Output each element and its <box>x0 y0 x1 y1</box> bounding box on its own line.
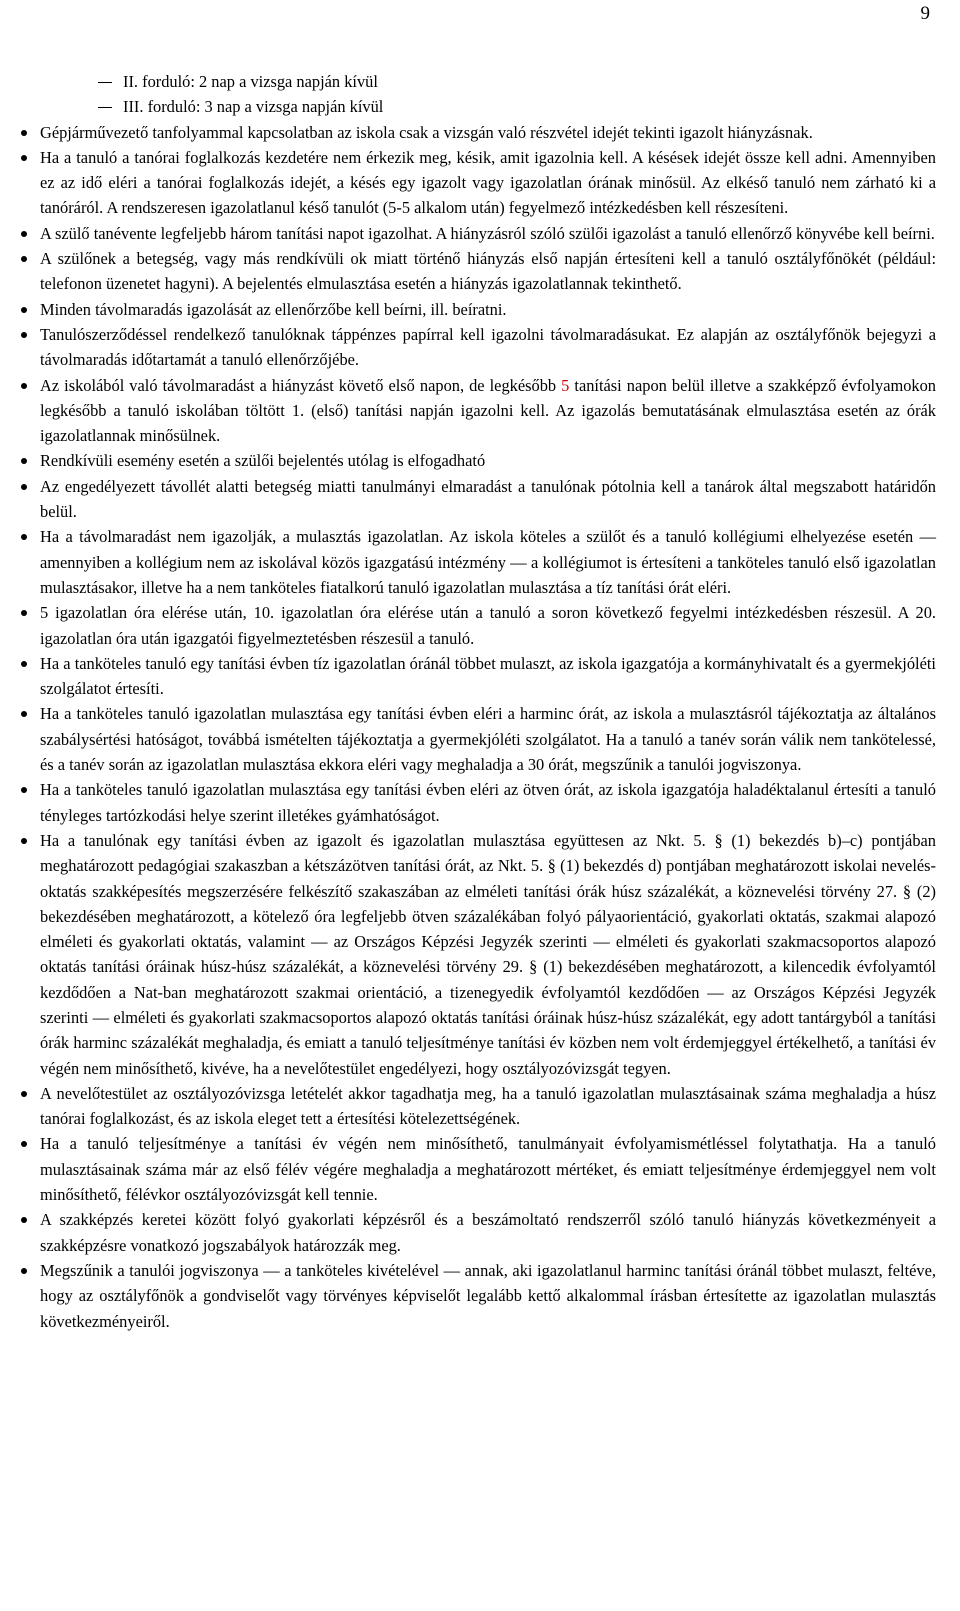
bullet-icon <box>21 661 27 667</box>
bullet-item <box>40 322 936 373</box>
bullet-item <box>40 1258 936 1334</box>
bullet-item <box>40 145 936 221</box>
bullet-text: Tanulószerződéssel rendelkező tanulóknak táppénzes papírral kell igazolni távolmaradásukat. Ez alapján az osztályfőnök bejegyzi a távolmaradás időtartamát a tanuló ellenőrzőjébe. <box>40 324 936 370</box>
bullet-item <box>40 474 936 525</box>
dash-list-item <box>40 94 936 119</box>
bullet-text: A nevelőtestület az osztályozóvizsga letételét akkor tagadhatja meg, ha a tanuló igazolatlan mulasztásainak száma meghaladja a húsz tanórai foglalkozást, és az iskola eleget tett a értesítési kötelezettségének. <box>40 1083 936 1129</box>
dash-icon <box>98 107 112 108</box>
bullet-item <box>40 828 936 1081</box>
bullet-item <box>40 524 936 600</box>
bullet-icon <box>21 458 27 464</box>
bullet-text: A szakképzés keretei között folyó gyakorlati képzésről és a beszámoltató rendszerről szóló tanuló hiányzás következményeit a szakképzésre vonatkozó jogszabályok határozzák meg. <box>40 1210 936 1255</box>
page-number: 9 <box>920 3 930 24</box>
dash-icon <box>98 82 112 83</box>
bullet-text: Ha a tanuló a tanórai foglalkozás kezdetére nem érkezik meg, késik, amit igazolnia kell. A késések idejét össze kell adni. Amennyiben ez az idő eléri a tanórai foglalkozás idejét, a késés egy igazolt vagy igazolatlan órának minősül. Az elkéső tanuló nem zárható ki a tanóráról. A rendszeresen igazolatlanul késő tanulót (5-5 alkalom után) fegyelmező intézkedésben kell részesíteni. <box>40 147 936 218</box>
bullet-item <box>40 297 936 322</box>
bullet-text: 5 igazolatlan óra elérése után, 10. igazolatlan óra elérése után a tanuló a soron következő fegyelmi intézkedésben részesül. A 20. igazolatlan óra után igazgatói figyelmeztetésben részesül a tanuló. <box>40 603 936 648</box>
bullet-text: Ha a tanuló teljesítménye a tanítási év végén nem minősíthető, tanulmányait évfolyamismétléssel folytathatja. Ha a tanuló mulasztásainak száma már az első félév végére meghaladja a meghatározott mértéket, és emiatt teljesítménye érdemjeggyel nem volt minősíthető, félévkor osztályozóvizsgát kell tennie. <box>40 1134 936 1205</box>
bullet-icon <box>21 534 27 540</box>
bullet-item <box>40 373 936 449</box>
bullet-text: Ha a tanköteles tanuló igazolatlan mulasztása egy tanítási évben eléri a harminc órát, az iskola a mulasztásról tájékoztatja az általános szabálysértési hatóságot, továbbá ismételten tájékoztatja a gyermekjóléti szolgálatot. Ha a tanuló a tanév során válik nem tankötelessé, és a tanév során az igazolatlan mulasztása ekkora eléri vagy meghaladja a 30 órát, megszűnik a tanulói jogviszonya. <box>40 704 936 775</box>
bullet-text: A szülő tanévente legfeljebb három tanítási napot igazolhat. A hiányzásról szóló szülői igazolást a tanuló ellenőrző könyvébe kell beírni. <box>40 223 935 243</box>
bullet-item <box>40 1131 936 1207</box>
bullet-icon <box>21 1091 27 1097</box>
dash-list-item <box>40 69 936 94</box>
bullet-item <box>40 1207 936 1258</box>
bullet-text-before: Az iskolából való távolmaradást a hiányzást követő első napon, de legkésőbb <box>40 375 562 395</box>
bullet-icon <box>21 307 27 313</box>
bullet-text: Ha a távolmaradást nem igazolják, a mulasztás igazolatlan. Az iskola köteles a szülőt és a tanuló kollégiumi elhelyezése esetén — amennyiben a kollégium nem az iskolával közös igazgatású intézmény — a kollégiumot is értesíteni a tanköteles tanuló első igazolatlan mulasztásakor, illetve ha a nem tanköteles fiatalkorú tanuló igazolatlan mulasztása a tíz tanítási órát eléri. <box>40 527 936 597</box>
bullet-icon <box>21 1217 27 1223</box>
bullet-text: Megszűnik a tanulói jogviszonya — a tanköteles kivételével — annak, aki igazolatlanul harminc tanítási óránál többet mulaszt, feltéve, hogy az osztályfőnök a gondviselőt vagy törvényes képviselőt legalább kettő alkalommal írásban értesítette az igazolatlan mulasztás következményeiről. <box>40 1260 936 1331</box>
bullet-icon <box>21 787 27 793</box>
dash-item-text: II. forduló: 2 nap a vizsga napján kívül <box>123 72 378 91</box>
bullet-item <box>40 448 936 473</box>
bullet-item <box>40 600 936 651</box>
bullet-text: Gépjárművezető tanfolyammal kapcsolatban az iskola csak a vizsgán való részvétel idejét tekinti igazolt hiányzásnak. <box>40 122 813 142</box>
bullet-item <box>40 1081 936 1132</box>
highlighted-day-count: 5 <box>561 375 570 395</box>
bullet-icon <box>21 332 27 338</box>
bullet-item <box>40 651 936 702</box>
dash-item-text: III. forduló: 3 nap a vizsga napján kívül <box>123 97 384 117</box>
bullet-icon <box>21 383 27 389</box>
bullet-text: A szülőnek a betegség, vagy más rendkívüli ok miatt történő hiányzás első napján értesíteni kell a tanuló osztályfőnökét (például: telefonon üzenetet hagyni). A bejelentés elmulasztása esetén a hiányzás igazolatlannak tekinthető. <box>40 249 936 294</box>
bullet-icon <box>21 610 27 616</box>
bullet-item <box>40 221 936 246</box>
bullet-icon <box>21 130 27 136</box>
bullet-item <box>40 120 936 145</box>
bullet-icon <box>21 231 27 237</box>
bullet-icon <box>21 155 27 161</box>
bullet-text: Ha a tanköteles tanuló egy tanítási évben tíz igazolatlan óránál többet mulaszt, az iskola igazgatója a kormányhivatalt és a gyermekjóléti szolgálatot értesíti. <box>40 653 936 699</box>
bullet-text: Ha a tanulónak egy tanítási évben az igazolt és igazolatlan mulasztása együttesen az Nkt. 5. § (1) bekezdés b)–c) pontjában meghatározott pedagógiai szakaszban a kétszázötven tanítási órát, az Nkt. 5. § (1) bekezdés d) pontjában meghatározott iskolai nevelés-oktatás szakképesítés megszerzésére felkészítő szakaszában az elméleti tanítási órák húsz százalékát, a köznevelési törvény 27. § (2) bekezdésében meghatározott, a kötelező óra legfeljebb ötven százalékában folyó pályaorientáció, gyakorlati oktatás, szakmai alapozó elméleti és gyakorlati oktatás, valamint — az Országos Képzési Jegyzék szerinti — elméleti és gyakorlati szakmacsoportos alapozó oktatás tanítási óráinak húsz-húsz százalékát, a köznevelési törvény 29. § (1) bekezdésében meghatározott, a kilencedik évfolyamtól kezdődően a Nat-ban meghatározott szakmai orientáció, a tizenegyedik évfolyamtól kezdődően — az Országos Képzési Jegyzék szerinti — elméleti és gyakorlati szakmacsoportos alapozó oktatás tanítási óráinak húsz-húsz százalékát, egy adott tantárgyból a tanítási órák harminc százalékát meghaladja, és emiatt a tanuló teljesítménye tanítási év közben nem volt érdemjeggyel értékelhető, a tanítási év végén nem minősíthető, kivéve, ha a nevelőtestület engedélyezi, hogy osztályozóvizsgát tegyen. <box>40 830 936 1078</box>
page-content <box>40 69 936 1334</box>
bullet-text: Az engedélyezett távollét alatti betegség miatti tanulmányi elmaradást a tanulónak pótolnia kell a tanárok által megszabott határidőn belül. <box>40 476 936 522</box>
bullet-item <box>40 777 936 828</box>
bullet-icon <box>21 711 27 717</box>
bullet-item <box>40 701 936 777</box>
bullet-item <box>40 246 936 297</box>
bullet-text: Rendkívüli esemény esetén a szülői bejelentés utólag is elfogadható <box>40 451 486 471</box>
bullet-icon <box>21 1268 27 1274</box>
bullet-text: Minden távolmaradás igazolását az ellenőrzőbe kell beírni, ill. beíratni. <box>40 299 507 319</box>
bullet-text: Ha a tanköteles tanuló igazolatlan mulasztása egy tanítási évben eléri az ötven órát, az iskola igazgatója haladéktalanul értesíti a tanuló tényleges tartózkodási helye szerint illetékes gyámhatóságot. <box>40 780 936 825</box>
bullet-text-after: tanítási napon belül illetve a szakképző évfolyamokon legkésőbb a tanuló iskolában töltött 1. (első) tanítási napján igazolni kell. Az igazolás bemutatásának elmulasztása esetén az órák igazolatlannak minősülnek. <box>40 375 937 446</box>
bullet-icon <box>21 484 27 490</box>
bullet-icon <box>21 256 27 262</box>
bullet-icon <box>21 838 27 844</box>
bullet-icon <box>21 1141 27 1147</box>
